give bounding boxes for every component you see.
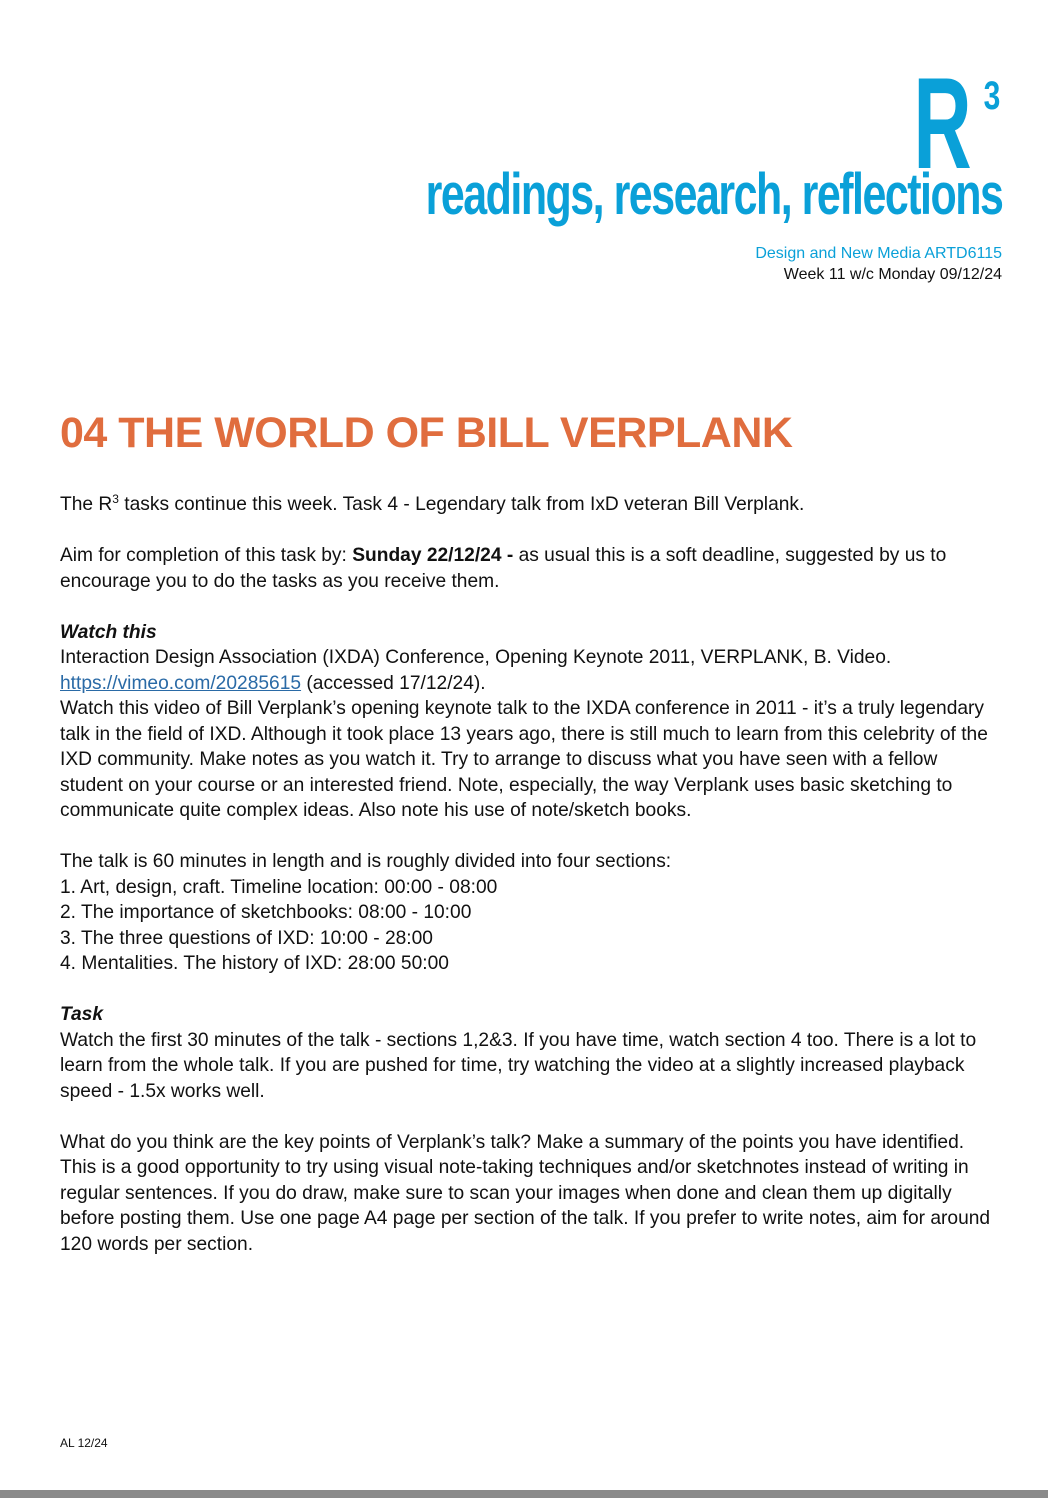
video-link-line	[60, 671, 995, 697]
watch-description: Watch this video of Bill Verplank’s opening keynote talk to the IXDA conference in 2011 - it’s a truly legendary talk in the field of IXD. Although it took place 13 years ago, there is still much to learn from this celebrity of the IXD community. Make notes as you watch it. Try to arrange to discuss what you have seen with a fellow student on your course or an interested friend. Note, especially, the way Verplank uses basic sketching to communicate quite complex ideas. Also note his use of note/sketch books.	[60, 698, 988, 821]
deadline-paragraph	[60, 543, 995, 594]
video-citation: Interaction Design Association (IXDA) Conference, Opening Keynote 2011, VERPLANK, B. Video.	[60, 647, 892, 668]
deadline-text-start: Aim for completion of this task by:	[60, 545, 353, 566]
task-paragraph-1: Watch the first 30 minutes of the talk - sections 1,2&3. If you have time, watch section 4 too. There is a lot to learn from the whole talk. If you are pushed for time, try watching the video at a slightly increased playback speed - 1.5x works well.	[60, 1029, 977, 1102]
intro-text-start: The R	[60, 494, 113, 515]
week-label: Week 11 w/c Monday 09/12/24	[783, 266, 1002, 283]
deadline-date: Sunday 22/12/24 -	[352, 545, 514, 566]
section-item: 3. The three questions of IXD: 10:00 - 28:00	[60, 927, 433, 949]
section-item: 2. The importance of sketchbooks: 08:00 - 10:00	[60, 902, 472, 923]
footer-label: AL 12/24	[60, 1436, 108, 1450]
r3-logo-letter: R	[913, 50, 968, 196]
task-paragraph-2: What do you think are the key points of Verplank’s talk? Make a summary of the points you have identified. This is a good opportunity to try using visual note-taking techniques and/or sketchnotes instead of writing in regular sentences. If you do draw, make sure to scan your images when done and clean them up digitally before posting them. Use one page A4 page per section of the talk. If you prefer to write notes, aim for around 120 words per section.	[60, 1131, 991, 1255]
intro-text-end: tasks continue this week. Task 4 - Legendary talk from IxD veteran Bill Verplank.	[118, 494, 805, 515]
logo-tagline: readings, research, reflections	[425, 162, 1002, 227]
intro-superscript: 3	[112, 492, 119, 506]
video-link[interactable]: https://vimeo.com/20285615	[60, 672, 302, 694]
course-name: Design and New Media ARTD6115	[755, 245, 1002, 262]
document-body	[60, 492, 995, 1257]
deadline-text-end: as usual this is a soft deadline, suggested by us to encourage you to do the tasks as you receive them.	[60, 545, 947, 592]
task-heading: Task	[60, 1004, 104, 1025]
accessed-date: (accessed 17/12/24).	[301, 672, 486, 694]
watch-heading: Watch this	[60, 621, 157, 643]
intro-paragraph	[60, 492, 995, 518]
page-title: 04 THE WORLD OF BILL VERPLANK	[60, 409, 793, 457]
r3-logo-superscript: 3	[983, 74, 1000, 118]
section-item: 1. Art, design, craft. Timeline location: 00:00 - 08:00	[60, 876, 498, 898]
page-bottom-bar	[0, 1490, 1048, 1498]
section-item: 4. Mentalities. The history of IXD: 28:00 50:00	[60, 953, 449, 974]
sections-intro: The talk is 60 minutes in length and is roughly divided into four sections:	[60, 851, 672, 872]
